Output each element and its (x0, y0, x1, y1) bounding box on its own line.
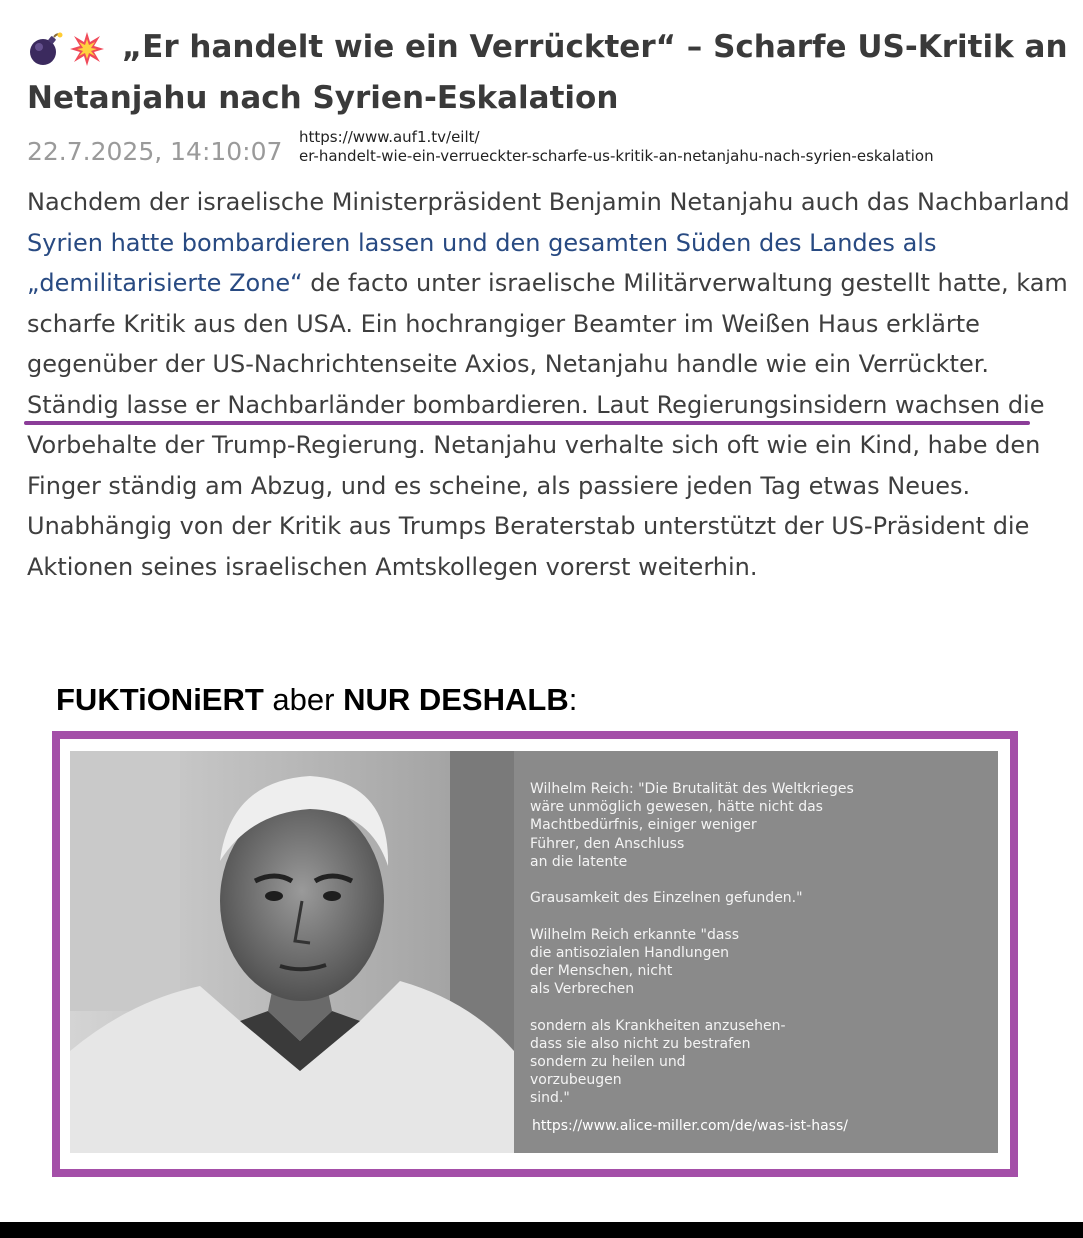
portrait-photo (70, 751, 514, 1153)
quote-line: die antisozialen Handlungen (530, 944, 730, 961)
quote-line: sondern als Krankheiten anzusehen- (530, 1017, 786, 1034)
bottom-bar (0, 1222, 1083, 1238)
quote-line: vorzubeugen (530, 1072, 622, 1089)
quote-line: als Verbrechen (530, 981, 635, 998)
quote-line: wäre unmöglich gewesen, hätte nicht das (530, 799, 823, 816)
quote-line (530, 871, 990, 889)
quote-line (530, 907, 990, 925)
source-url-line-1: https://www.auf1.tv/eilt/ (299, 128, 480, 146)
headline-text: „Er handelt wie ein Verrückter“ – Scharfe US-Kritik an Netanjahu nach Syrien-Eskalation (27, 29, 1068, 116)
body-text-part-2: de facto unter israelische Militärverwaltung gestellt hatte, kam scharfe Kritik aus den USA. Ein hochrangiger Beamter im Weißen Haus erklärte gegenüber der US-Nachrichtenseite Axios, Netanjahu handle wie ein Verrückter. Ständig lasse er Nachbarländer bombardieren. Laut Regierungsinsidern wachsen die Vorbehalte der Trump-Regierung. Netanjahu verhalte sich oft wie ein Kind, habe den Finger ständig am Abzug, und es scheine, als passiere jeden Tag etwas Neues. Unabhängig von der Kritik aus Trumps Beraterstab unterstützt der US-Präsident die Aktionen seines israelischen Amtskollegen vorerst weiterhin. (27, 269, 1068, 581)
source-url-line-2: er-handelt-wie-ein-verrueckter-scharfe-us-kritik-an-netanjahu-nach-syrien-eskalation (299, 147, 934, 165)
bomb-icon (27, 31, 63, 67)
quote-line: Wilhelm Reich erkannte "dass (530, 926, 740, 943)
quote-panel (514, 751, 998, 1153)
quote-line: sind." (530, 1090, 570, 1107)
quote-source-url[interactable]: https://www.alice-miller.com/de/was-ist-hass/ (532, 1118, 848, 1134)
article-body (27, 182, 1072, 587)
source-url[interactable] (299, 128, 934, 166)
publish-date: 22.7.2025, 14:10:07 (27, 137, 283, 166)
quote-line: Machtbedürfnis, einiger weniger (530, 817, 757, 834)
quote-line: Führer, den Anschluss (530, 835, 685, 852)
highlight-underline (24, 421, 1030, 425)
quote-text (530, 780, 990, 1108)
body-text-part-1: Nachdem der israelische Ministerpräsident Benjamin Netanjahu auch das Nachbarland (27, 188, 1070, 216)
caption-word-3: NUR DESHALB (343, 682, 569, 717)
caption-word-2: aber (263, 682, 344, 717)
caption-word-4: : (568, 682, 578, 717)
article-inline-link[interactable]: Syrien hatte bombardieren lassen und den gesamten Süden des Landes als „demilitarisierte Zone“ (27, 228, 937, 297)
quote-image-frame (52, 731, 1018, 1177)
quote-line: Grausamkeit des Einzelnen gefunden." (530, 890, 803, 907)
quote-line: dass sie also nicht zu bestrafen (530, 1035, 751, 1052)
article-headline (27, 22, 1072, 124)
quote-line: an die latente (530, 853, 628, 870)
image-caption (56, 682, 577, 718)
quote-line: Wilhelm Reich: "Die Brutalität des Weltkrieges (530, 781, 854, 797)
quote-line: der Menschen, nicht (530, 963, 673, 979)
quote-line (530, 998, 990, 1016)
collision-icon (69, 31, 105, 67)
quote-line: sondern zu heilen und (530, 1054, 686, 1070)
caption-word-1: FUKTiONiERT (56, 682, 264, 717)
